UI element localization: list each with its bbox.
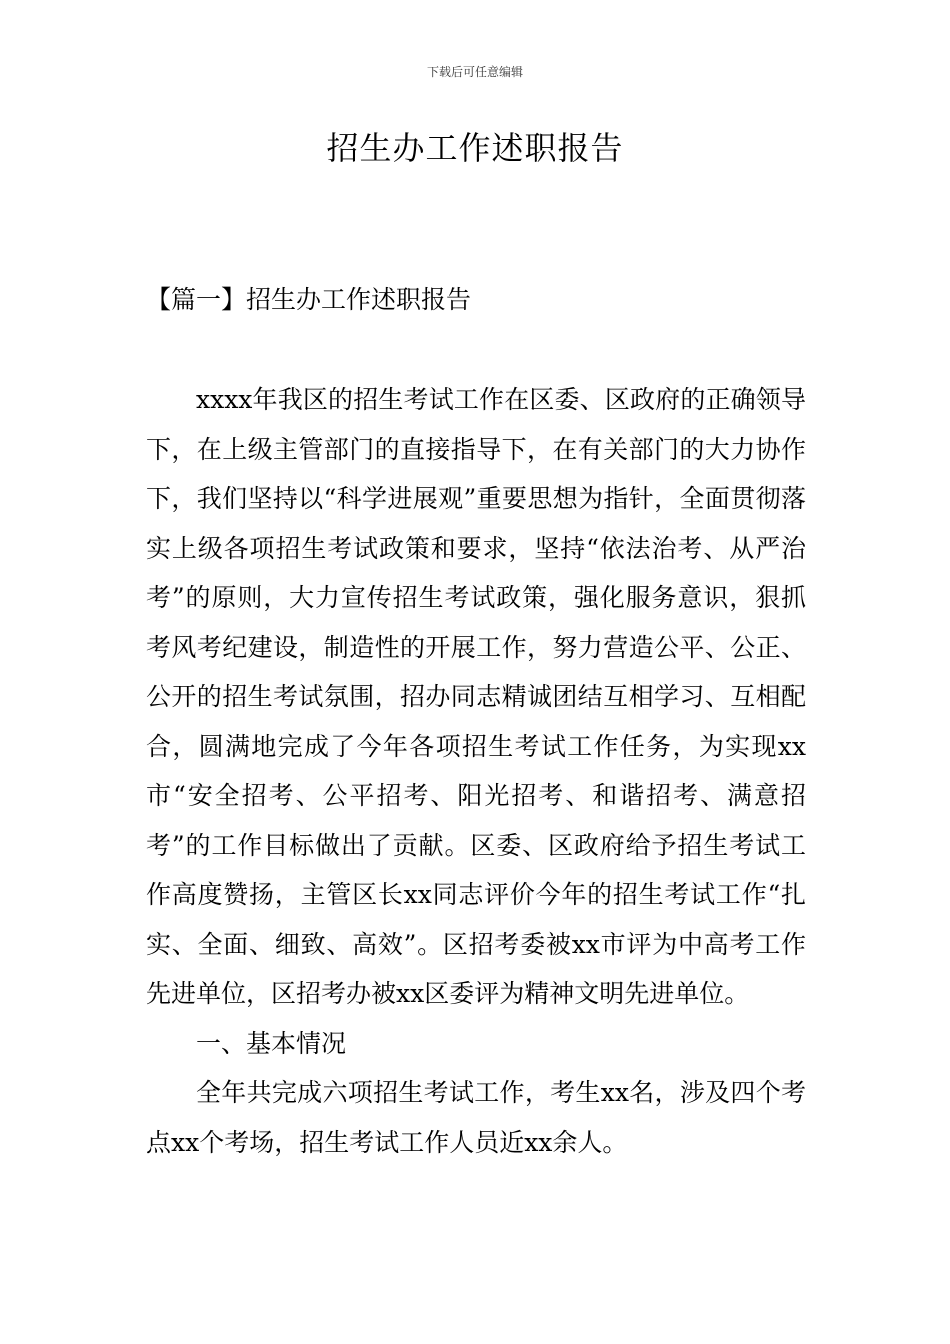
document-title: 招生办工作述职报告 [326,129,624,167]
section-heading: 【篇一】招生办工作述职报告 [146,285,472,314]
body-paragraph: xxxx年我区的招生考试工作在区委、区政府的正确领导下，在上级主管部门的直接指导下，在有关部门的大力协作下，我们坚持以“科学进展观”重要思想为指针，全面贯彻落实上级各项招生考试政策和要求，坚持“依法治考、从严治考”的原则，大力宣传招生考试政策，强化服务意识，狠抓考风考纪建设，制造性的开展工作，努力营造公平、公正、公开的招生考试氛围，招办同志精诚团结互相学习、互相配合，圆满地完成了今年各项招生考试工作任务，为实现xx市“安全招考、公平招考、阳光招考、和谐招考、满意招考”的工作目标做出了贡献。区委、区政府给予招生考试工作高度赞扬，主管区长xx同志评价今年的招生考试工作“扎实、全面、细致、高效”。区招考委被xx市评为中高考工作先进单位，区招考办被xx区委评为精神文明先进单位。 [146,385,806,1008]
subheading-basic-situation: 一、基本情况 [196,1028,347,1058]
body-paragraph: 全年共完成六项招生考试工作，考生xx名，涉及四个考点xx个考场，招生考试工作人员近xx余人。 [146,1078,806,1157]
document-body [146,375,806,1167]
header-note: 下载后可任意编辑 [426,65,523,79]
